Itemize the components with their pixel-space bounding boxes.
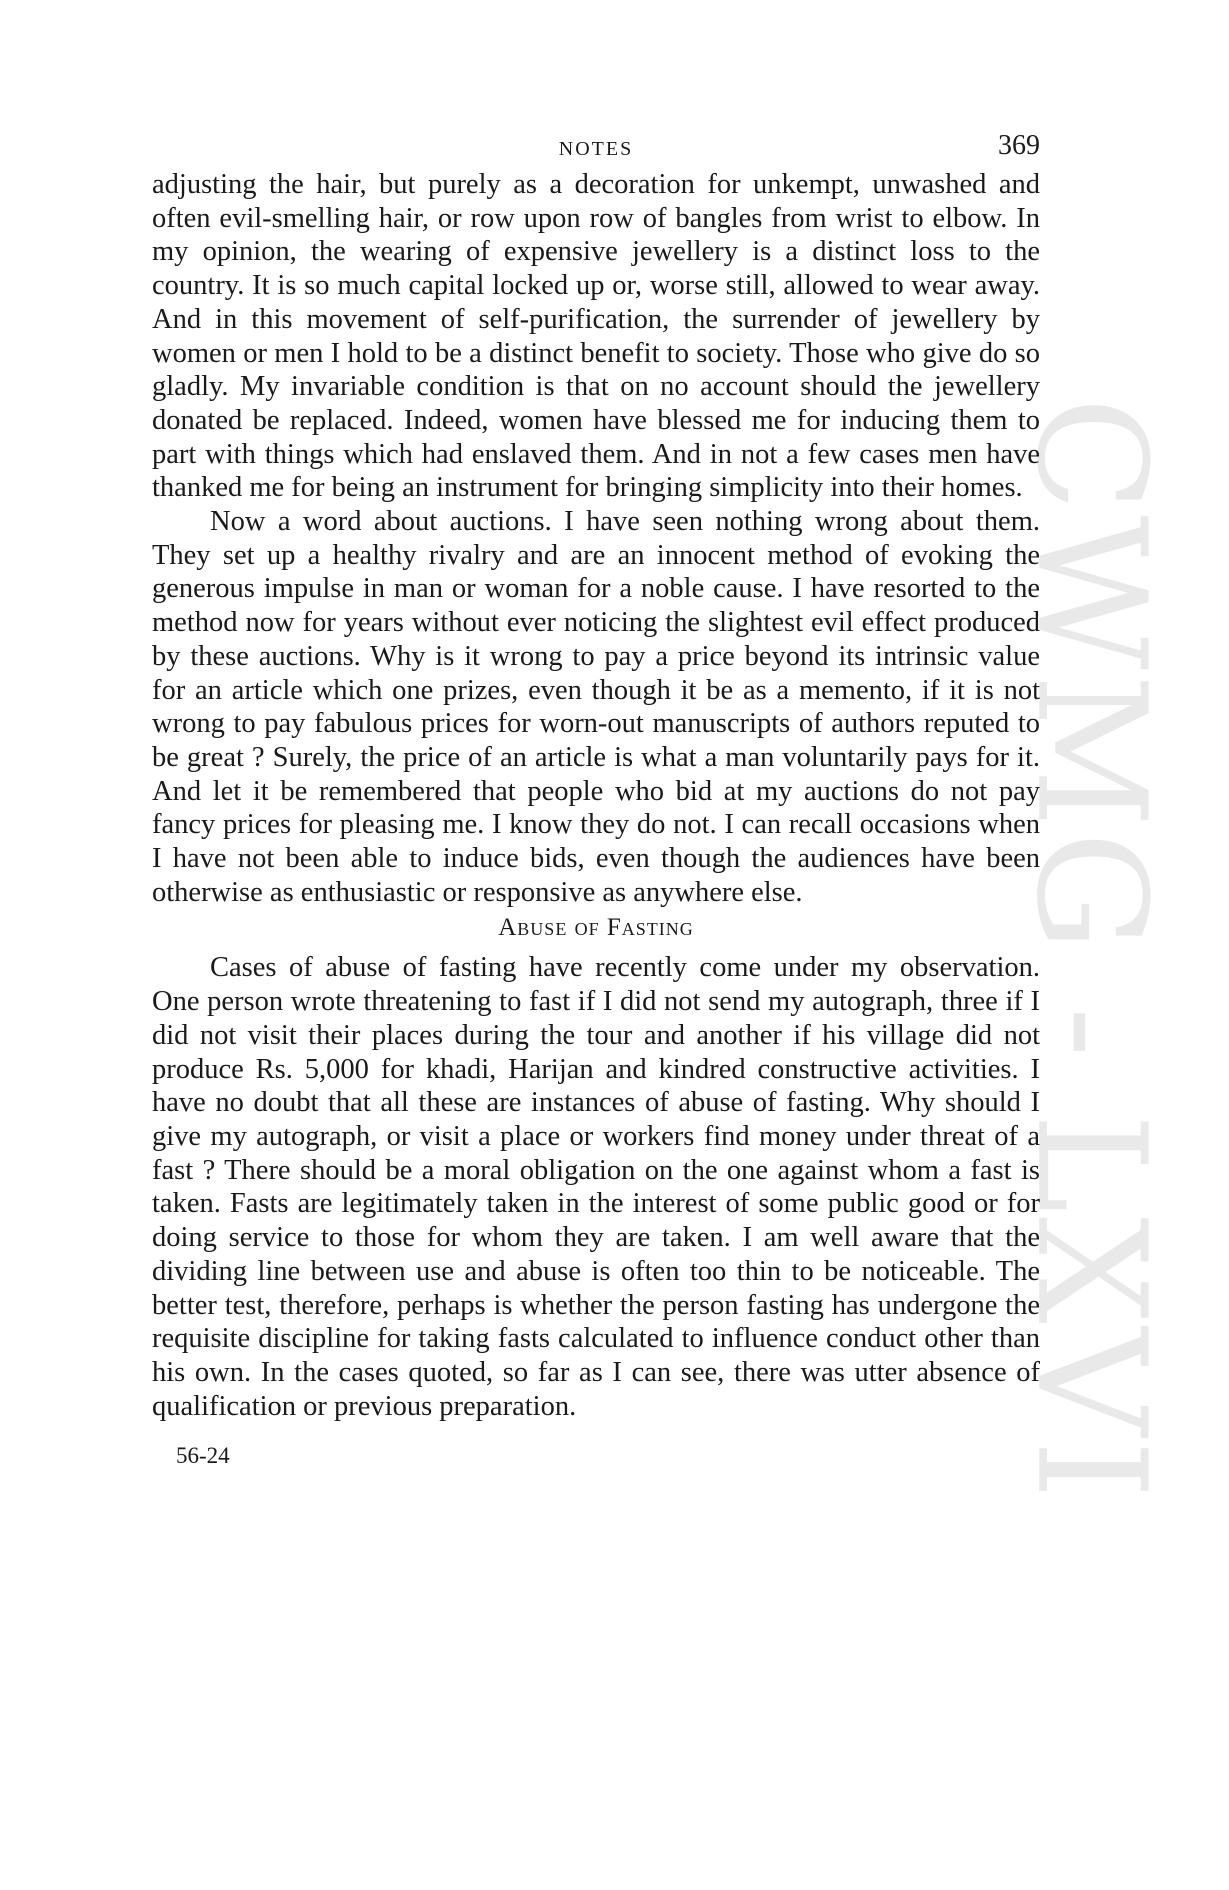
book-page [152,128,1040,1469]
paragraph-jewellery: adjusting the hair, but purely as a decoration for unkempt, unwashed and often evil-smelling hair, or row upon row of bangles from wrist to elbow. In my opinion, the wearing of expensive jewellery is a distinct loss to the country. It is so much capital locked up or, worse still, allowed to wear away. And in this movement of self-purification, the surrender of jewellery by women or men I hold to be a distinct benefit to society. Those who give do so gladly. My invariable condition is that on no account should the jewellery donated be replaced. Indeed, women have blessed me for inducing them to part with things which had enslaved them. And in not a few cases men have thanked me for being an instrument for bringing simplicity into their homes. [152,169,1040,504]
running-head [152,128,1040,168]
body-text [152,168,1040,1423]
page-number: 369 [998,130,1040,161]
section-heading: Abuse of Fasting [498,914,694,942]
watermark [1003,396,1178,1504]
paragraph-auctions: Now a word about auctions. I have seen nothing wrong about them. They set up a healthy rivalry and are an innocent method of evoking the generous impulse in man or woman for a noble cause. I have resorted to the method now for years without ever noticing the slightest evil effect produced by these auctions. Why is it wrong to pay a price beyond its intrinsic value for an article which one prizes, even though it be as a memento, if it is not wrong to pay fabulous prices for worn-out manuscripts of authors reputed to be great ? Surely, the price of an article is what a man voluntarily pays for it. And let it be remembered that people who bid at my auctions do not pay fancy prices for pleasing me. I know they do not. I can recall occasions when I have not been able to induce bids, even though the audiences have been otherwise as enthusiastic or responsive as anywhere else. [152,506,1040,908]
watermark-text: CWMG - LXVI [1003,396,1178,1504]
signature-mark: 56-24 [176,1443,230,1469]
running-title: NOTES [558,138,634,160]
paragraph-fasting: Cases of abuse of fasting have recently come under my observation. One person wrote threatening to fast if I did not send my autograph, three if I did not visit their places during the tour and another if his village did not produce Rs. 5,000 for khadi, Harijan and kindred constructive activities. I have no doubt that all these are instances of abuse of fasting. Why should I give my autograph, or visit a place or workers find money under threat of a fast ? There should be a moral obligation on the one against whom a fast is taken. Fasts are legitimately taken in the interest of some public good or for doing service to those for whom they are taken. I am well aware that the dividing line between use and abuse is often too thin to be noticeable. The better test, therefore, perhaps is whether the person fasting has undergone the requisite discipline for taking fasts calculated to influence conduct other than his own. In the cases quoted, so far as I can see, there was utter absence of qualification or previous preparation. [152,952,1040,1422]
